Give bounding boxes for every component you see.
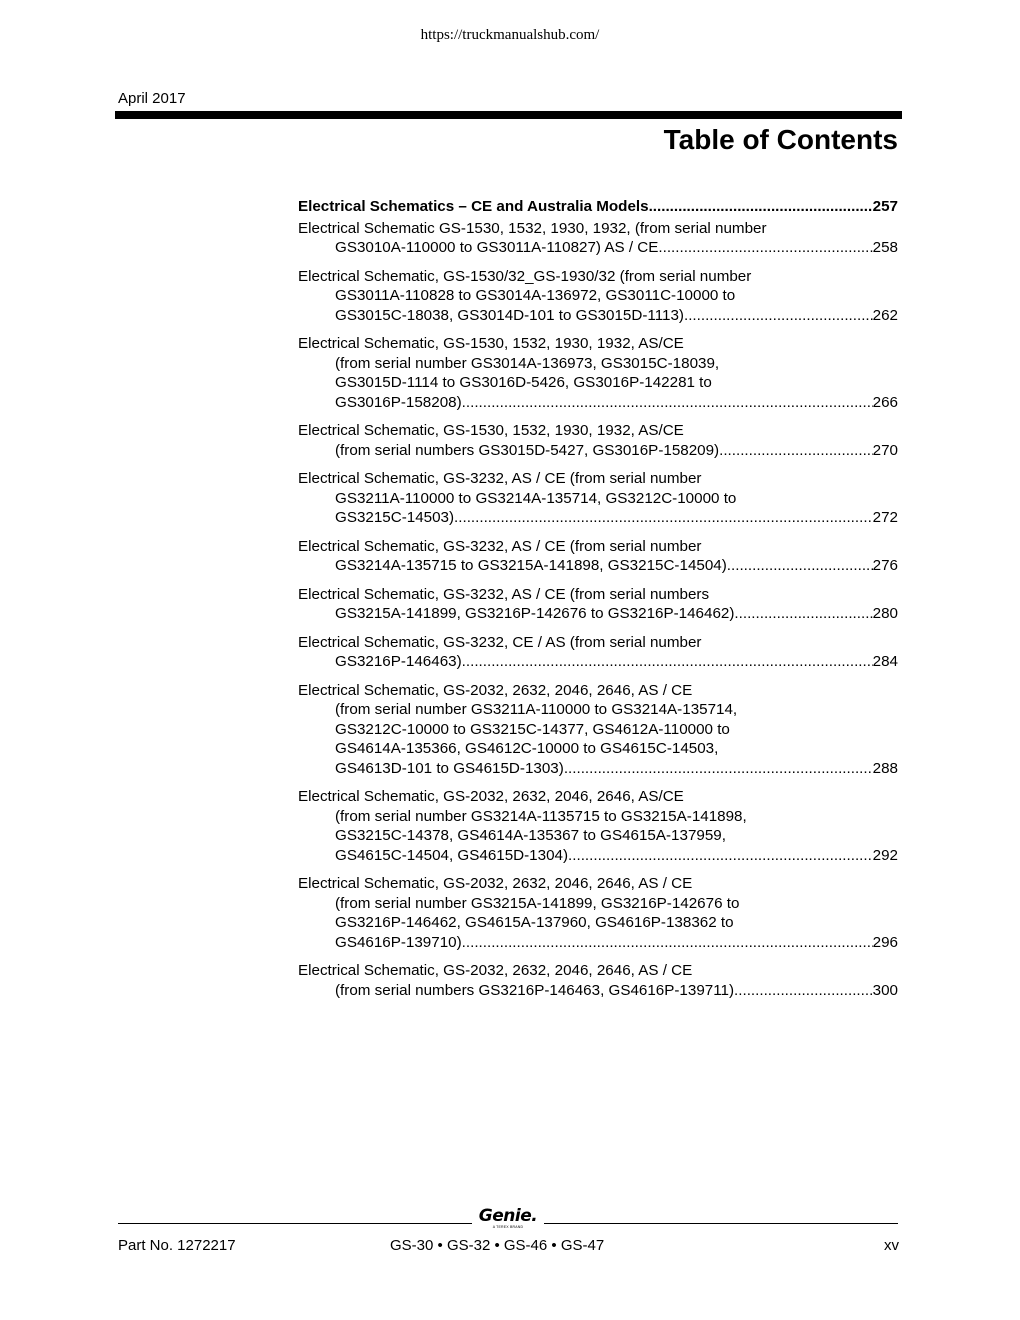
toc-entry-text: GS3212C-10000 to GS3215C-14377, GS4612A-110000 to	[335, 720, 730, 738]
toc-entry-text: GS3215C-14503)	[335, 509, 455, 526]
toc-entry-text: GS4613D-101 to GS4615D-1303)	[335, 759, 564, 777]
toc-entry-page: 266	[872, 393, 898, 411]
toc-entry-text: Electrical Schematic, GS-2032, 2632, 2046, 2646, AS/CE	[298, 788, 684, 805]
genie-logo-text: Genie.	[478, 1206, 538, 1226]
toc-entry-text: GS4614A-135366, GS4612C-10000 to GS4615C-14503,	[335, 740, 719, 757]
toc-entry-text: GS4615C-14504, GS4615D-1304)	[335, 846, 569, 864]
dot-leader	[649, 197, 873, 217]
toc-entry-text: Electrical Schematic, GS-3232, AS / CE (from serial number	[298, 470, 702, 487]
toc-entry-page: 284	[872, 653, 898, 670]
toc-entry-text: GS3015C-18038, GS3014D-101 to GS3015D-1113)	[335, 306, 684, 324]
toc-entry-text: GS3211A-110000 to GS3214A-135714, GS3212C-10000 to	[335, 489, 737, 507]
toc-entry-text: GS3214A-135715 to GS3215A-141898, GS3215C-14504)	[335, 557, 727, 574]
toc-entry-text: (from serial number GS3215A-141899, GS3216P-142676 to	[335, 894, 740, 912]
footer-rule-right	[544, 1223, 898, 1224]
toc-entry-text: Electrical Schematic, GS-2032, 2632, 2046, 2646, AS / CE	[298, 962, 693, 979]
source-url: https://truckmanualshub.com/	[420, 27, 600, 43]
toc-entry-text: GS3216P-146463)	[335, 653, 462, 670]
model-list: GS-30 • GS-32 • GS-46 • GS-47	[390, 1237, 605, 1254]
toc-entry-text: (from serial numbers GS3216P-146463, GS4616P-139711)	[335, 981, 735, 999]
dot-leader	[734, 981, 873, 1001]
toc-entry-text: (from serial number GS3014A-136973, GS3015C-18039,	[335, 354, 720, 372]
toc-entry-text: Electrical Schematic, GS-1530/32_GS-1930/32 (from serial number	[298, 267, 752, 285]
toc-entry-text: Electrical Schematic, GS-3232, AS / CE (from serial numbers	[298, 585, 710, 603]
toc-entry-page: 270	[872, 441, 898, 459]
toc-entry-page: 262	[872, 306, 898, 324]
toc-entry[interactable]	[298, 633, 898, 672]
toc-entry[interactable]	[298, 421, 898, 460]
toc-entry-text: GS3010A-110000 to GS3011A-110827) AS / CE	[335, 239, 659, 256]
toc-section-page: 257	[872, 198, 898, 215]
toc-entry-text: GS4616P-139710)	[335, 933, 462, 951]
page-number: xv	[884, 1237, 899, 1254]
toc-entry-text: (from serial numbers GS3015D-5427, GS3016P-158209)	[335, 441, 720, 459]
dot-leader	[454, 508, 873, 528]
toc-entry-page: 258	[872, 239, 898, 256]
toc-entry-text: Electrical Schematic, GS-2032, 2632, 2046, 2646, AS / CE	[298, 875, 693, 892]
dot-leader	[734, 604, 872, 624]
toc-entry[interactable]	[298, 469, 898, 528]
toc-entry[interactable]	[298, 537, 898, 576]
toc-entry[interactable]	[298, 267, 898, 326]
toc-section-title: Electrical Schematics – CE and Australia Models	[298, 198, 649, 215]
dot-leader	[658, 238, 872, 258]
dot-leader	[719, 441, 873, 461]
dot-leader	[727, 556, 873, 576]
toc-entry-page: 276	[872, 557, 898, 574]
dot-leader	[462, 652, 873, 672]
toc-entry-text: Electrical Schematic, GS-3232, CE / AS (from serial number	[298, 633, 702, 651]
toc-entry-text: GS3215A-141899, GS3216P-142676 to GS3216P-146462)	[335, 605, 735, 622]
toc-entry-page: 272	[872, 509, 898, 526]
toc-entry[interactable]	[298, 219, 898, 258]
table-of-contents	[298, 197, 898, 1009]
genie-logo	[478, 1207, 538, 1229]
toc-entry-text: Electrical Schematic, GS-3232, AS / CE (from serial number	[298, 537, 702, 555]
toc-entry-text: Electrical Schematic, GS-1530, 1532, 1930, 1932, AS/CE	[298, 422, 684, 439]
toc-entry-page: 288	[872, 759, 898, 777]
dot-leader	[462, 393, 873, 413]
dot-leader	[568, 846, 873, 866]
toc-entry-page: 292	[872, 846, 898, 864]
toc-entry-text: (from serial number GS3211A-110000 to GS3214A-135714,	[335, 701, 738, 718]
genie-logo-subtext: A TEREX BRAND	[492, 1225, 524, 1229]
toc-section-heading[interactable]	[298, 197, 898, 217]
toc-entry-page: 296	[872, 933, 898, 951]
toc-entry-text: Electrical Schematic, GS-1530, 1532, 1930, 1932, AS/CE	[298, 335, 684, 352]
toc-entry[interactable]	[298, 874, 898, 952]
toc-entry[interactable]	[298, 585, 898, 624]
page-title: Table of Contents	[663, 124, 898, 155]
toc-entry-text: Electrical Schematic GS-1530, 1532, 1930, 1932, (from serial number	[298, 219, 767, 237]
toc-entry-page: 300	[872, 981, 898, 999]
toc-entry-text: GS3015D-1114 to GS3016D-5426, GS3016P-142281 to	[335, 374, 712, 391]
toc-entry-text: (from serial number GS3214A-1135715 to GS3215A-141898,	[335, 807, 747, 825]
toc-entry[interactable]	[298, 334, 898, 412]
toc-entry-text: GS3016P-158208)	[335, 393, 462, 411]
toc-entry[interactable]	[298, 961, 898, 1000]
dot-leader	[564, 759, 873, 779]
part-number: Part No. 1272217	[118, 1237, 236, 1254]
dot-leader	[684, 306, 873, 326]
toc-entry-text: GS3215C-14378, GS4614A-135367 to GS4615A-137959,	[335, 827, 726, 844]
footer-rule-left	[118, 1223, 472, 1224]
toc-entry-text: GS3216P-146462, GS4615A-137960, GS4616P-138362 to	[335, 914, 734, 931]
dot-leader	[462, 933, 873, 953]
toc-entry-text: GS3011A-110828 to GS3014A-136972, GS3011C-10000 to	[335, 287, 736, 304]
toc-entry[interactable]	[298, 787, 898, 865]
toc-entry-page: 280	[872, 605, 898, 622]
document-date: April 2017	[118, 90, 186, 107]
header-rule	[115, 111, 902, 119]
toc-entry[interactable]	[298, 681, 898, 779]
toc-entry-text: Electrical Schematic, GS-2032, 2632, 2046, 2646, AS / CE	[298, 681, 693, 699]
